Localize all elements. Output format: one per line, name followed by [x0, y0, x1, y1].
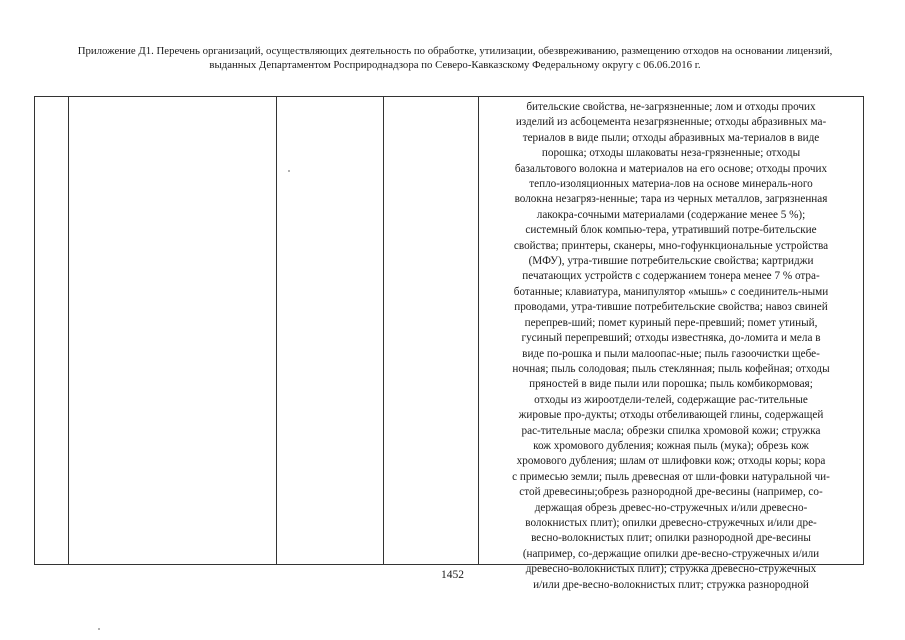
scan-speck	[98, 628, 100, 630]
waste-types-text: бительские свойства, не-загрязненные; лом и отходы прочих изделий из асбоцемента незагрязненные; отходы абразивных ма- териалов в виде пыли; отходы абразивных ма-териалов в виде порошка; отходы шлаковаты неза-грязненные; отходы базальтового волокна и материалов на его основе; отходы прочих тепло-изоляционных материа-лов на основе минераль-ного волокна незагряз-ненные; тара из черных металлов, загрязненная лакокра-сочными материалами (содержание менее 5 %); системный блок компью-тера, утративший потре-бительские свойства; принтеры, сканеры, мно-гофункциональные устройства (МФУ), утра-тившие потребительские свойства; картриджи печатающих устройств с содержанием тонера менее 7 % отра- ботанные; клавиатура, манипулятор «мышь» с соединитель-ными проводами, утра-тившие потребительские свойства; навоз свиней перепрев-ший; помет куриный пере-превший; помет утиный, гусиный перепревший; отходы известняка, до-ломита и мела в виде по-рошка и пыли малоопас-ные; пыль газоочистки щебе- ночная; пыль солодовая; пыль стеклянная; пыль кофейная; отходы пряностей в виде пыли или порошка; пыль комбикормовая; отходы из жироотдели-телей, содержащие рас-тительные жировые про-дукты; отходы отбеливающей глины, содержащей рас-тительные масла; обрезки спилка хромовой кожи; стружка кож хромового дубления; кожная пыль (мука); обрезь кож хромового дубления; шлам от шлифовки кож; отходы коры; кора с примесью земли; пыль древесная от шли-фовки натуральной чи- стой древесины;обрезь разнородной дре-весины (например, со- держащая обрезь древес-но-стружечных и/или древесно- волокнистых плит); опилки древесно-стружечных и/или дре- весно-волокнистых плит; опилки разнородной дре-весины (например, со-держащие опилки дре-весно-стружечных и/или древесно-волокнистых плит); стружка древесно-стружечных и/или дре-весно-волокнистых плит; стружка разнородной	[512, 101, 830, 591]
scan-speck	[288, 170, 290, 172]
cell-column-4	[384, 97, 479, 565]
cell-number	[35, 97, 69, 565]
cell-organization	[69, 97, 277, 565]
header-text: Приложение Д1. Перечень организаций, осуществляющих деятельность по обработке, утилизации, обезвреживанию, размещению отходов на основании лицензий, выданных Департаментом Росприроднадзора по Северо-Кавказскому Федеральному округу с 06.06.2016 г.	[77, 45, 833, 71]
cell-waste-types	[479, 97, 864, 591]
page-header	[60, 44, 850, 72]
page-number: 1452	[441, 569, 464, 581]
cell-column-3	[277, 97, 384, 565]
table-row	[35, 97, 864, 565]
